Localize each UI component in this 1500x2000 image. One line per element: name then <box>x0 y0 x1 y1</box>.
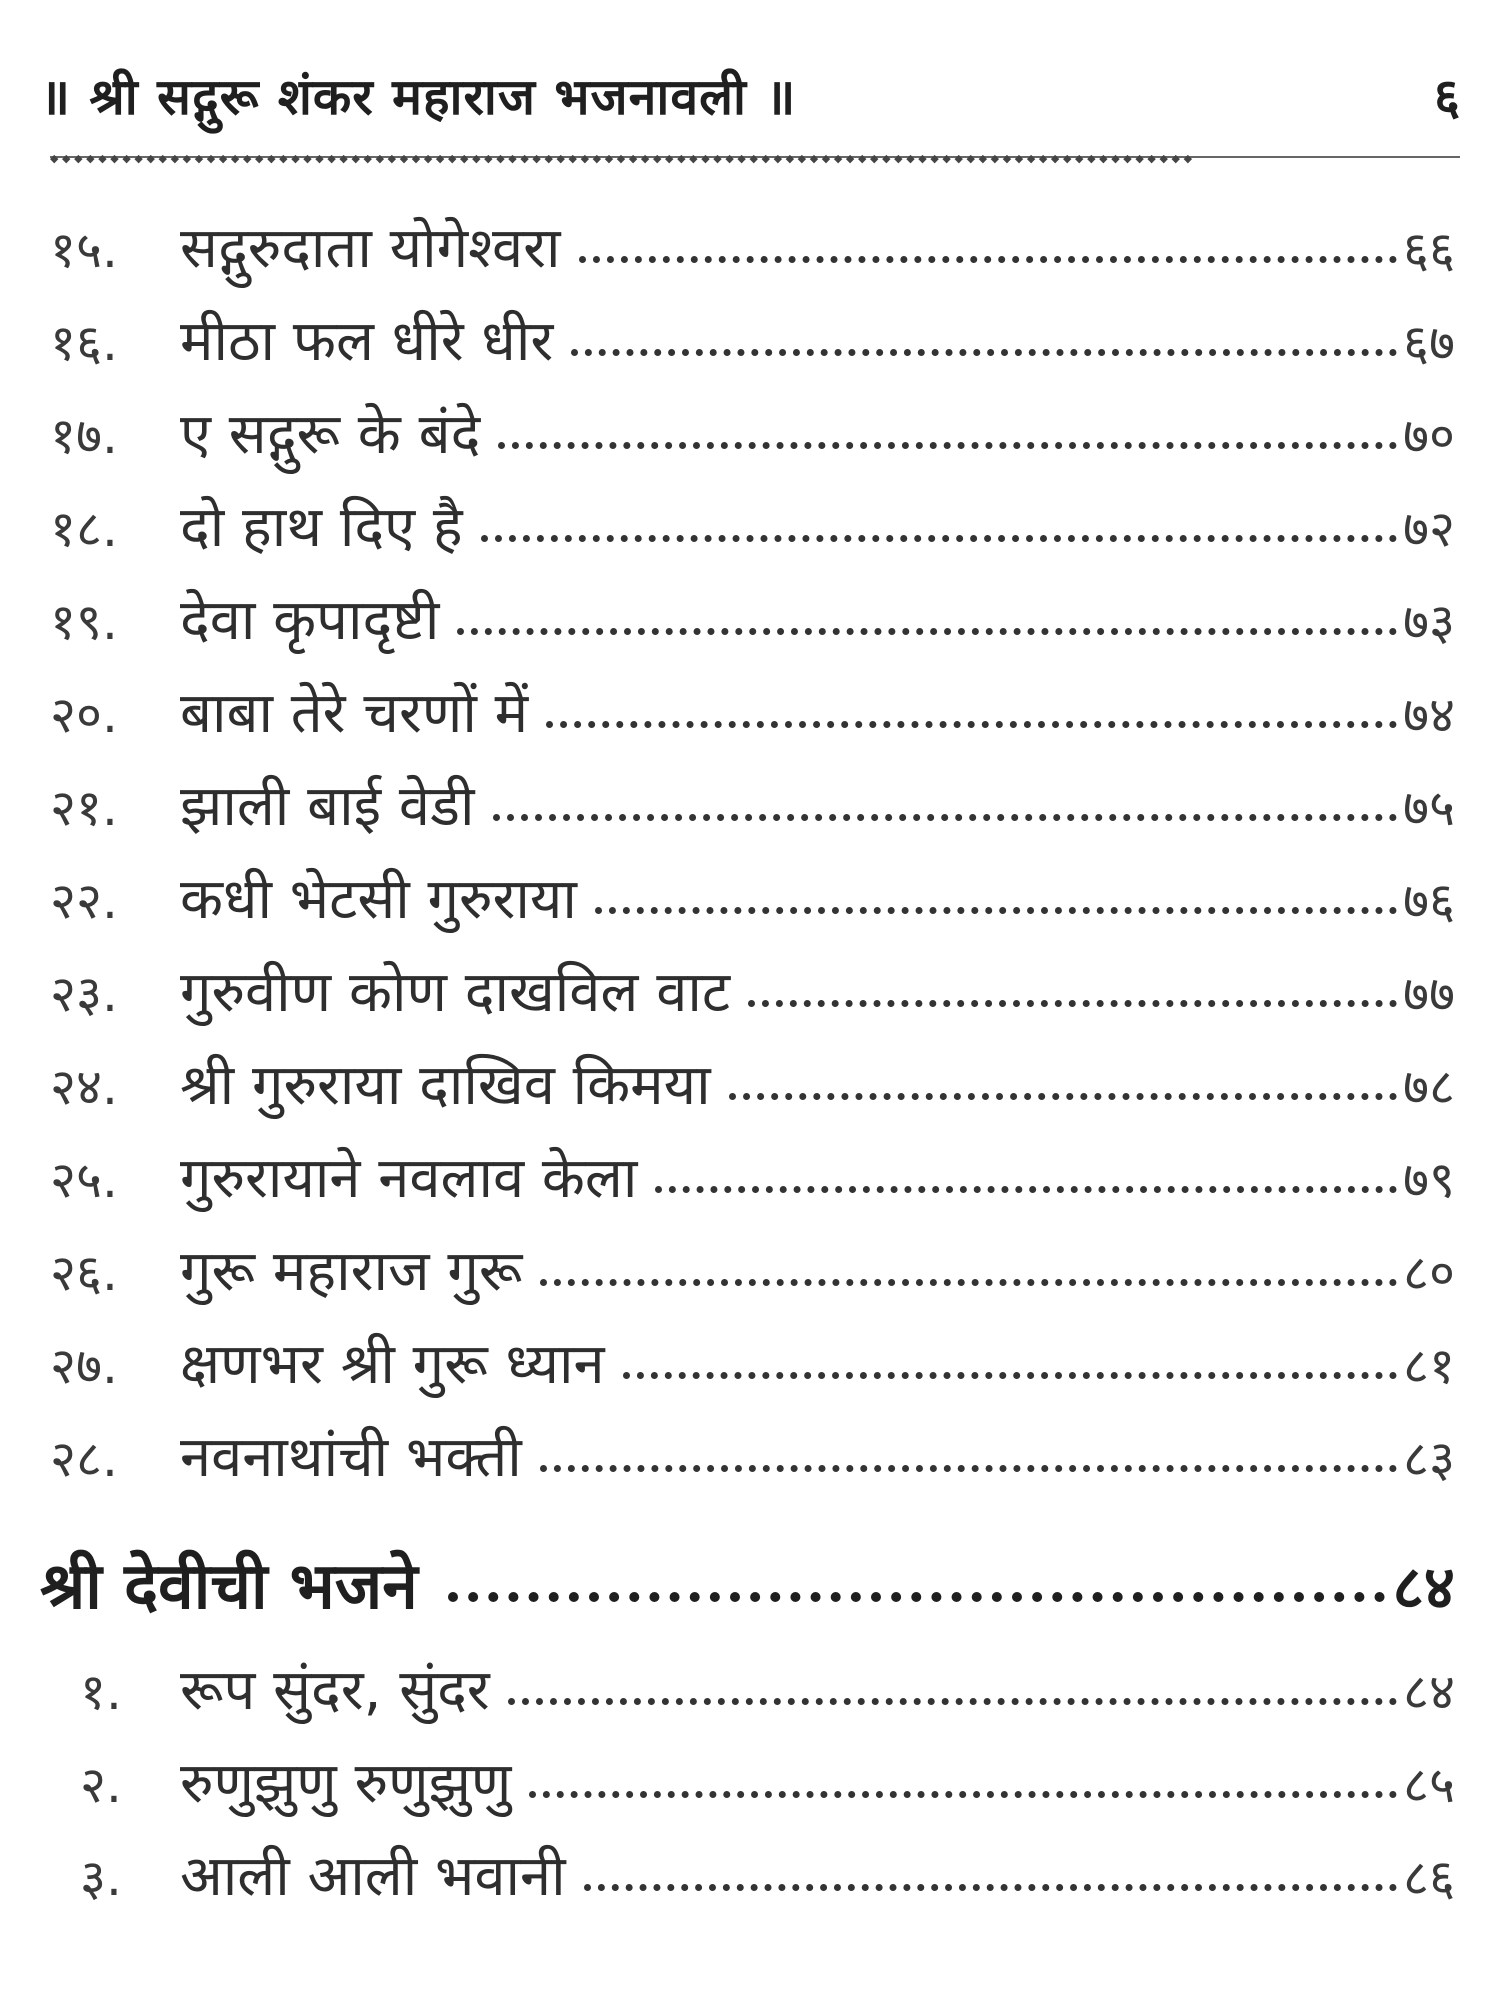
toc-entry[interactable] <box>50 1836 1455 1929</box>
entry-page: ७३ <box>1403 593 1455 651</box>
entry-title: श्री गुरुराया दाखिव किमया <box>180 1053 711 1118</box>
leader-dots <box>481 535 1397 542</box>
leader-dots <box>493 814 1398 821</box>
section-title: श्री देवीची भजने <box>40 1550 418 1624</box>
entry-title: मीठा फल धीरे धीर <box>180 309 554 374</box>
leader-dots <box>655 1186 1397 1193</box>
leader-dots <box>571 349 1397 356</box>
entry-page: ८३ <box>1403 1430 1455 1488</box>
toc-entry[interactable] <box>50 1650 1455 1743</box>
entry-number: ३. <box>80 1849 122 1907</box>
entry-number: १७. <box>50 407 118 465</box>
toc-entry[interactable] <box>50 1045 1455 1138</box>
section-heading[interactable] <box>40 1540 1455 1650</box>
leader-dots <box>546 721 1397 728</box>
entry-number: १५. <box>50 221 118 279</box>
entry-page: ८५ <box>1403 1756 1455 1814</box>
toc-entry[interactable] <box>50 394 1455 487</box>
entry-page: ७६ <box>1403 872 1455 930</box>
entry-title: आली आली भवानी <box>180 1844 566 1909</box>
leader-dots <box>498 442 1397 449</box>
entry-number: २२. <box>50 872 118 930</box>
toc-entry[interactable] <box>50 1231 1455 1324</box>
entry-title: दो हाथ दिए है <box>180 495 463 560</box>
entry-title: गुरुवीण कोण दाखविल वाट <box>180 960 731 1025</box>
entry-title: झाली बाई वेडी <box>180 774 475 839</box>
leader-dots <box>540 1465 1397 1472</box>
page-number: ६ <box>1434 68 1460 126</box>
toc-entry[interactable] <box>50 766 1455 859</box>
book-title: ॥ श्री सद्गुरू शंकर महाराज भजनावली ॥ <box>40 68 797 126</box>
table-of-contents <box>40 208 1455 1929</box>
entry-number: २. <box>80 1756 122 1814</box>
leader-dots <box>748 1000 1397 1007</box>
toc-entry[interactable] <box>50 673 1455 766</box>
entry-page: ७४ <box>1403 686 1455 744</box>
entry-page: ७९ <box>1403 1151 1455 1209</box>
entry-number: १६. <box>50 314 118 372</box>
entry-title: रुणुझुणु रुणुझुणु <box>180 1751 512 1816</box>
entry-page: ८० <box>1403 1244 1455 1302</box>
toc-entry[interactable] <box>50 859 1455 952</box>
entry-page: ८१ <box>1403 1337 1455 1395</box>
toc-entry[interactable] <box>50 1417 1455 1510</box>
toc-entry[interactable] <box>50 1743 1455 1836</box>
entry-title: सद्गुरुदाता योगेश्वरा <box>180 216 561 281</box>
leader-dots <box>508 1698 1397 1705</box>
toc-entry[interactable] <box>50 580 1455 673</box>
entry-title: क्षणभर श्री गुरू ध्यान <box>180 1332 605 1397</box>
entry-title: गुरुरायाने नवलाव केला <box>180 1146 638 1211</box>
leader-dots <box>584 1884 1397 1891</box>
entry-page: ८४ <box>1403 1663 1455 1721</box>
entry-number: २६. <box>50 1244 118 1302</box>
entry-number: २४. <box>50 1058 118 1116</box>
entry-title: नवनाथांची भक्ती <box>180 1425 522 1490</box>
leader-dots <box>457 628 1397 635</box>
leader-dots <box>529 1791 1397 1798</box>
entry-page: ६६ <box>1403 221 1455 279</box>
leader-dots <box>595 907 1397 914</box>
entry-number: २७. <box>50 1337 118 1395</box>
entry-number: २१. <box>50 779 118 837</box>
toc-entry[interactable] <box>50 487 1455 580</box>
entry-number: २५. <box>50 1151 118 1209</box>
entry-number: २०. <box>50 686 118 744</box>
entry-title: रूप सुंदर, सुंदर <box>180 1658 490 1723</box>
ornament-chain: ◆◆◆◆◆◆◆◆◆◆◆◆◆◆◆◆◆◆◆◆◆◆◆◆◆◆◆◆◆◆◆◆◆◆◆◆◆◆◆◆◆◆◆◆◆◆◆◆◆◆◆◆◆◆◆◆◆◆◆◆◆◆◆◆◆◆◆◆◆◆◆◆◆◆◆◆◆◆◆◆◆◆◆◆◆◆◆◆◆◆◆◆◆◆◆ <box>50 152 1196 164</box>
entry-title: ए सद्गुरू के बंदे <box>180 402 481 467</box>
toc-entry[interactable] <box>50 208 1455 301</box>
entry-title: गुरू महाराज गुरू <box>180 1239 523 1304</box>
leader-dots <box>623 1372 1397 1379</box>
toc-entry[interactable] <box>50 952 1455 1045</box>
entry-number: २८. <box>50 1430 118 1488</box>
entry-page: ७८ <box>1403 1058 1455 1116</box>
entry-page: ७७ <box>1403 965 1455 1023</box>
entry-number: १८. <box>50 500 118 558</box>
entry-page: ८६ <box>1403 1849 1455 1907</box>
entry-page: ७५ <box>1403 779 1455 837</box>
leader-dots <box>448 1592 1385 1602</box>
entry-page: ७० <box>1403 407 1455 465</box>
leader-dots <box>579 256 1397 263</box>
toc-entry[interactable] <box>50 1324 1455 1417</box>
running-header <box>40 55 1460 135</box>
entry-page: ६७ <box>1403 314 1455 372</box>
entry-number: २३. <box>50 965 118 1023</box>
leader-dots <box>729 1093 1397 1100</box>
entry-number: १. <box>80 1663 122 1721</box>
entry-title: बाबा तेरे चरणों में <box>180 681 529 746</box>
leader-dots <box>540 1279 1397 1286</box>
entry-number: १९. <box>50 593 118 651</box>
toc-entry[interactable] <box>50 301 1455 394</box>
entry-title: कधी भेटसी गुरुराया <box>180 867 577 932</box>
entry-title: देवा कृपादृष्टी <box>180 588 440 653</box>
toc-entry[interactable] <box>50 1138 1455 1231</box>
section-page: ८४ <box>1392 1553 1455 1623</box>
header-divider <box>50 150 1460 164</box>
entry-page: ७२ <box>1403 500 1455 558</box>
